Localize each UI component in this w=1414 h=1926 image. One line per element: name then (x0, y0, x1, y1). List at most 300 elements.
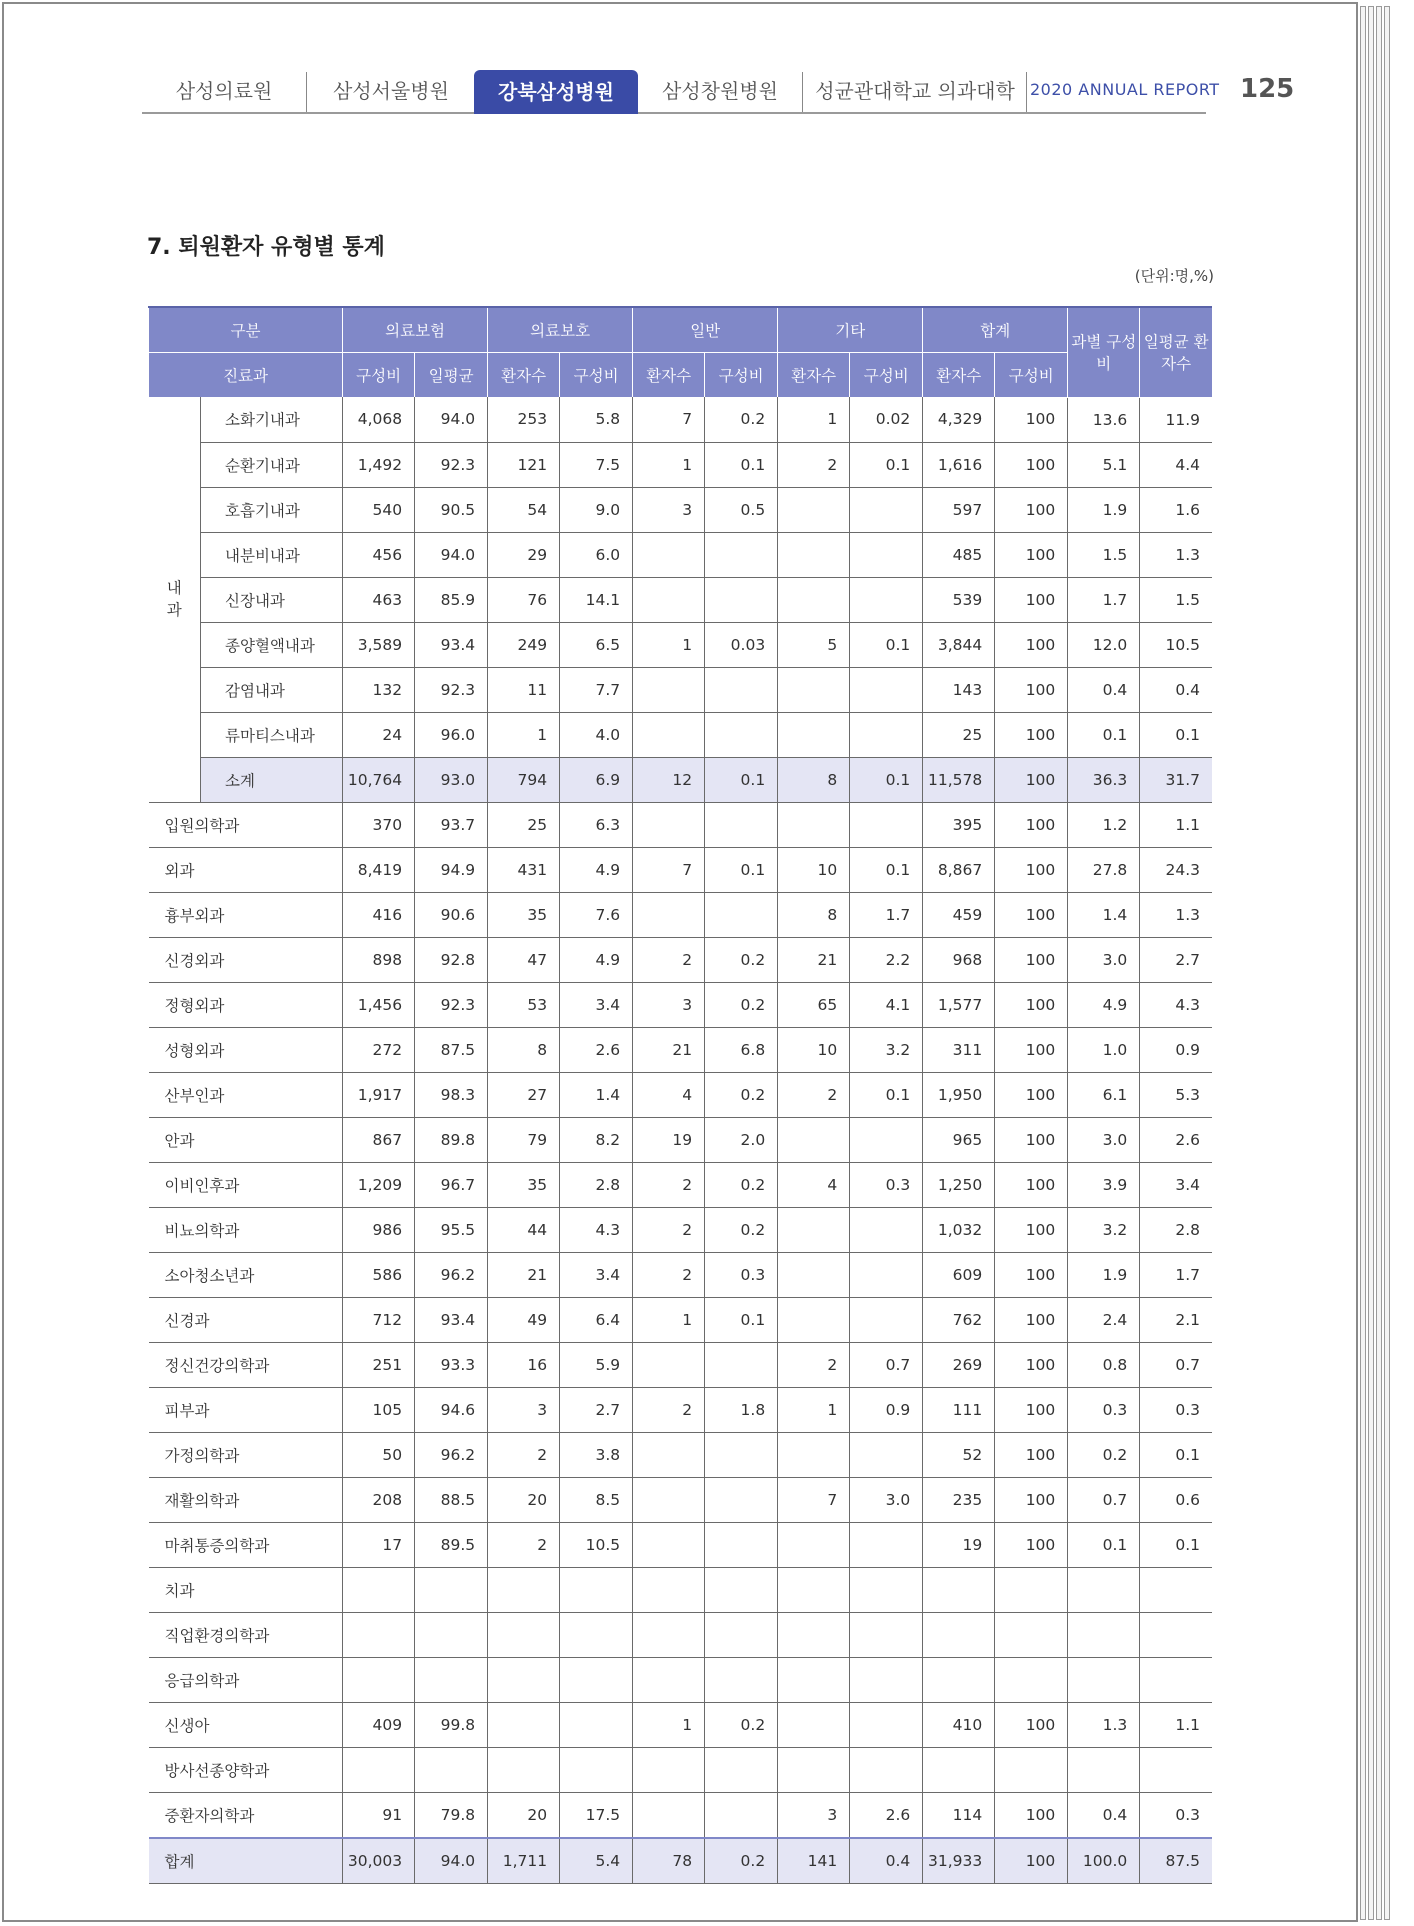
value-cell: 10.5 (560, 1522, 633, 1567)
value-cell: 5.9 (560, 1342, 633, 1387)
table-row (149, 1117, 1213, 1162)
table-row (149, 1612, 1213, 1657)
department-name: 가정의학과 (149, 1432, 343, 1477)
value-cell (633, 1792, 705, 1838)
value-cell: 1.5 (1068, 532, 1140, 577)
value-cell: 0.9 (850, 1387, 923, 1432)
value-cell: 20 (488, 1477, 560, 1522)
value-cell: 3 (633, 982, 705, 1027)
value-cell (850, 667, 923, 712)
department-name: 흉부외과 (149, 892, 343, 937)
value-cell: 90.5 (415, 487, 488, 532)
value-cell (488, 1702, 560, 1747)
value-cell (995, 1747, 1068, 1792)
value-cell: 100 (995, 577, 1068, 622)
value-cell: 2 (633, 1162, 705, 1207)
value-cell: 21 (778, 937, 850, 982)
tab-kangbuk-samsung-hospital[interactable]: 강북삼성병원 (474, 70, 638, 114)
value-cell: 3.2 (1068, 1207, 1140, 1252)
value-cell: 19 (923, 1522, 995, 1567)
value-cell (488, 1567, 560, 1612)
value-cell (923, 1657, 995, 1702)
value-cell: 94.9 (415, 847, 488, 892)
value-cell (633, 1657, 705, 1702)
value-cell: 85.9 (415, 577, 488, 622)
value-cell: 100 (995, 1432, 1068, 1477)
value-cell: 24 (343, 712, 415, 757)
department-name: 피부과 (149, 1387, 343, 1432)
value-cell (705, 1612, 778, 1657)
value-cell (850, 1657, 923, 1702)
value-cell: 1 (633, 442, 705, 487)
value-cell: 100 (995, 1252, 1068, 1297)
table-row (149, 667, 1213, 712)
value-cell: 0.1 (850, 847, 923, 892)
value-cell (850, 577, 923, 622)
value-cell: 9.0 (560, 487, 633, 532)
value-cell: 50 (343, 1432, 415, 1477)
value-cell: 6.1 (1068, 1072, 1140, 1117)
value-cell: 65 (778, 982, 850, 1027)
value-cell: 2.1 (1140, 1297, 1212, 1342)
department-name: 소아청소년과 (149, 1252, 343, 1297)
value-cell: 2.6 (1140, 1117, 1212, 1162)
value-cell: 2 (633, 1207, 705, 1252)
tab-samsung-medical-center[interactable]: 삼성의료원 (142, 72, 307, 112)
department-name: 마취통증의학과 (149, 1522, 343, 1567)
value-cell: 100 (995, 667, 1068, 712)
department-name: 정형외과 (149, 982, 343, 1027)
value-cell (705, 577, 778, 622)
value-cell: 410 (923, 1702, 995, 1747)
value-cell: 1,577 (923, 982, 995, 1027)
value-cell: 12.0 (1068, 622, 1140, 667)
value-cell: 1.1 (1140, 802, 1212, 847)
header-total: 합계 (923, 307, 1068, 353)
value-cell: 3.0 (850, 1477, 923, 1522)
table-row (149, 1657, 1213, 1702)
value-cell: 95.5 (415, 1207, 488, 1252)
value-cell: 100 (995, 397, 1068, 442)
value-cell: 10.5 (1140, 622, 1212, 667)
value-cell (778, 667, 850, 712)
value-cell (778, 1432, 850, 1477)
value-cell: 459 (923, 892, 995, 937)
value-cell: 93.4 (415, 622, 488, 667)
value-cell: 311 (923, 1027, 995, 1072)
value-cell (778, 1612, 850, 1657)
report-label: 2020 ANNUAL REPORT (1030, 80, 1220, 99)
value-cell (633, 712, 705, 757)
value-cell: 4,068 (343, 397, 415, 442)
value-cell: 0.1 (705, 442, 778, 487)
value-cell: 7 (633, 847, 705, 892)
value-cell: 0.8 (1068, 1342, 1140, 1387)
value-cell: 100 (995, 1838, 1068, 1884)
value-cell (995, 1612, 1068, 1657)
department-name: 중환자의학과 (149, 1792, 343, 1838)
value-cell: 100 (995, 712, 1068, 757)
table-row (149, 1072, 1213, 1117)
value-cell: 2.6 (560, 1027, 633, 1072)
value-cell: 121 (488, 442, 560, 487)
value-cell: 100 (995, 622, 1068, 667)
department-name: 신경과 (149, 1297, 343, 1342)
value-cell: 3.4 (560, 982, 633, 1027)
value-cell (343, 1657, 415, 1702)
value-cell: 11.9 (1140, 397, 1212, 442)
header-daily-avg: 일평균 환자수 (1140, 307, 1212, 397)
value-cell: 52 (923, 1432, 995, 1477)
value-cell: 100 (995, 1162, 1068, 1207)
value-cell: 2.4 (1068, 1297, 1140, 1342)
department-name: 정신건강의학과 (149, 1342, 343, 1387)
table-row (149, 847, 1213, 892)
value-cell: 0.2 (705, 1207, 778, 1252)
value-cell: 27.8 (1068, 847, 1140, 892)
value-cell (850, 1612, 923, 1657)
value-cell: 3 (633, 487, 705, 532)
value-cell: 3 (778, 1792, 850, 1838)
value-cell: 0.1 (850, 442, 923, 487)
value-cell: 11 (488, 667, 560, 712)
value-cell: 0.1 (850, 757, 923, 802)
value-cell: 0.1 (705, 1297, 778, 1342)
unit-note: (단위:명,%) (1134, 267, 1214, 285)
value-cell: 94.0 (415, 1838, 488, 1884)
header-insurance: 의료보험 (343, 307, 488, 353)
table-row (149, 397, 1213, 442)
table-row (149, 442, 1213, 487)
value-cell: 4 (633, 1072, 705, 1117)
department-name: 소화기내과 (201, 397, 343, 442)
value-cell: 100 (995, 1207, 1068, 1252)
value-cell: 456 (343, 532, 415, 577)
value-cell: 93.7 (415, 802, 488, 847)
value-cell: 597 (923, 487, 995, 532)
header-gen-patients: 환자수 (633, 353, 705, 398)
value-cell: 1.6 (1140, 487, 1212, 532)
value-cell: 141 (778, 1838, 850, 1884)
table-row (149, 577, 1213, 622)
value-cell (633, 1477, 705, 1522)
value-cell: 1 (633, 1702, 705, 1747)
value-cell: 100 (995, 892, 1068, 937)
value-cell: 0.02 (850, 397, 923, 442)
value-cell: 44 (488, 1207, 560, 1252)
value-cell: 29 (488, 532, 560, 577)
value-cell: 1 (488, 712, 560, 757)
value-cell: 8,419 (343, 847, 415, 892)
value-cell: 539 (923, 577, 995, 622)
value-cell: 208 (343, 1477, 415, 1522)
value-cell: 0.2 (705, 1162, 778, 1207)
value-cell: 1.9 (1068, 487, 1140, 532)
value-cell: 1,209 (343, 1162, 415, 1207)
value-cell: 6.9 (560, 757, 633, 802)
value-cell: 5.4 (560, 1838, 633, 1884)
value-cell (1068, 1567, 1140, 1612)
value-cell (995, 1657, 1068, 1702)
value-cell: 0.3 (850, 1162, 923, 1207)
value-cell: 1,711 (488, 1838, 560, 1884)
value-cell: 14.1 (560, 577, 633, 622)
header-gubun: 구분 (149, 307, 343, 353)
value-cell: 2.6 (850, 1792, 923, 1838)
value-cell: 3.2 (850, 1027, 923, 1072)
value-cell (850, 712, 923, 757)
value-cell: 100 (995, 802, 1068, 847)
value-cell: 36.3 (1068, 757, 1140, 802)
value-cell (850, 1432, 923, 1477)
value-cell: 25 (488, 802, 560, 847)
header-other: 기타 (778, 307, 923, 353)
value-cell: 19 (633, 1117, 705, 1162)
department-name: 소계 (201, 757, 343, 802)
value-cell: 409 (343, 1702, 415, 1747)
value-cell: 7.5 (560, 442, 633, 487)
value-cell: 4 (778, 1162, 850, 1207)
value-cell: 5.1 (1068, 442, 1140, 487)
subtotal-row (149, 757, 1213, 802)
value-cell: 31,933 (923, 1838, 995, 1884)
value-cell: 794 (488, 757, 560, 802)
value-cell: 1,917 (343, 1072, 415, 1117)
department-name: 호흡기내과 (201, 487, 343, 532)
value-cell: 1 (633, 1297, 705, 1342)
table-row (149, 532, 1213, 577)
value-cell (705, 1792, 778, 1838)
value-cell (633, 802, 705, 847)
value-cell: 416 (343, 892, 415, 937)
department-name: 종양혈액내과 (201, 622, 343, 667)
value-cell: 76 (488, 577, 560, 622)
value-cell: 1.7 (1068, 577, 1140, 622)
value-cell: 17.5 (560, 1792, 633, 1838)
value-cell: 94.6 (415, 1387, 488, 1432)
department-name: 내분비내과 (201, 532, 343, 577)
value-cell: 2 (488, 1432, 560, 1477)
value-cell: 93.0 (415, 757, 488, 802)
table-row (149, 1477, 1213, 1522)
value-cell: 89.5 (415, 1522, 488, 1567)
value-cell: 49 (488, 1297, 560, 1342)
department-name: 외과 (149, 847, 343, 892)
value-cell (633, 1567, 705, 1612)
value-cell: 0.9 (1140, 1027, 1212, 1072)
value-cell: 2.8 (1140, 1207, 1212, 1252)
value-cell: 5.8 (560, 397, 633, 442)
value-cell (415, 1567, 488, 1612)
value-cell: 2 (633, 1387, 705, 1432)
value-cell (705, 1477, 778, 1522)
value-cell: 92.3 (415, 667, 488, 712)
value-cell: 100 (995, 1477, 1068, 1522)
value-cell (1140, 1567, 1212, 1612)
value-cell: 20 (488, 1792, 560, 1838)
value-cell (488, 1747, 560, 1792)
total-row (149, 1838, 1213, 1884)
value-cell (850, 532, 923, 577)
department-name: 산부인과 (149, 1072, 343, 1117)
value-cell: 235 (923, 1477, 995, 1522)
value-cell: 10 (778, 847, 850, 892)
value-cell: 7 (778, 1477, 850, 1522)
value-cell: 105 (343, 1387, 415, 1432)
tab-samsung-seoul-hospital[interactable]: 삼성서울병원 (333, 79, 449, 103)
page-edge (1376, 6, 1382, 1920)
value-cell (778, 1702, 850, 1747)
value-cell: 1,032 (923, 1207, 995, 1252)
value-cell: 2.7 (560, 1387, 633, 1432)
value-cell: 1.9 (1068, 1252, 1140, 1297)
header-ins-daily: 일평균 (415, 353, 488, 398)
value-cell: 0.4 (850, 1838, 923, 1884)
value-cell: 27 (488, 1072, 560, 1117)
value-cell: 0.1 (1140, 712, 1212, 757)
header-tot-ratio: 구성비 (995, 353, 1068, 398)
value-cell: 1 (633, 622, 705, 667)
value-cell: 0.2 (705, 937, 778, 982)
value-cell (1140, 1657, 1212, 1702)
value-cell: 7 (633, 397, 705, 442)
value-cell: 54 (488, 487, 560, 532)
value-cell (778, 1522, 850, 1567)
value-cell: 96.2 (415, 1252, 488, 1297)
department-name: 방사선종양학과 (149, 1747, 343, 1792)
value-cell: 0.1 (705, 847, 778, 892)
header-pro-patients: 환자수 (488, 353, 560, 398)
page-number: 125 (1240, 74, 1295, 104)
value-cell: 6.4 (560, 1297, 633, 1342)
value-cell: 114 (923, 1792, 995, 1838)
value-cell (850, 1252, 923, 1297)
value-cell: 3.0 (1068, 937, 1140, 982)
department-name: 직업환경의학과 (149, 1612, 343, 1657)
value-cell: 4.0 (560, 712, 633, 757)
value-cell: 2.7 (1140, 937, 1212, 982)
value-cell: 47 (488, 937, 560, 982)
table-row (149, 892, 1213, 937)
value-cell (778, 1252, 850, 1297)
value-cell: 7.7 (560, 667, 633, 712)
value-cell: 712 (343, 1297, 415, 1342)
value-cell: 111 (923, 1387, 995, 1432)
value-cell: 79 (488, 1117, 560, 1162)
value-cell: 4.9 (560, 847, 633, 892)
value-cell (850, 487, 923, 532)
table-row (149, 1027, 1213, 1072)
value-cell: 1.4 (1068, 892, 1140, 937)
value-cell: 8.5 (560, 1477, 633, 1522)
value-cell: 1,456 (343, 982, 415, 1027)
value-cell: 7.6 (560, 892, 633, 937)
value-cell: 269 (923, 1342, 995, 1387)
value-cell (1068, 1747, 1140, 1792)
header-oth-patients: 환자수 (778, 353, 850, 398)
value-cell: 540 (343, 487, 415, 532)
header-ins-ratio: 구성비 (343, 353, 415, 398)
value-cell: 87.5 (1140, 1838, 1212, 1884)
value-cell (633, 667, 705, 712)
value-cell (850, 1117, 923, 1162)
header-gen-ratio: 구성비 (705, 353, 778, 398)
value-cell: 0.1 (850, 622, 923, 667)
value-cell (850, 1522, 923, 1567)
department-name: 입원의학과 (149, 802, 343, 847)
value-cell: 463 (343, 577, 415, 622)
value-cell: 87.5 (415, 1027, 488, 1072)
value-cell (560, 1747, 633, 1792)
value-cell: 0.2 (705, 397, 778, 442)
value-cell (850, 802, 923, 847)
value-cell: 53 (488, 982, 560, 1027)
tab-samsung-changwon-hospital[interactable]: 삼성창원병원 (638, 72, 803, 112)
value-cell: 21 (633, 1027, 705, 1072)
value-cell (705, 1342, 778, 1387)
department-name: 재활의학과 (149, 1477, 343, 1522)
value-cell: 0.2 (705, 1072, 778, 1117)
value-cell: 100 (995, 982, 1068, 1027)
value-cell: 1.4 (560, 1072, 633, 1117)
value-cell (705, 1747, 778, 1792)
table-row (149, 1432, 1213, 1477)
table-row (149, 1297, 1213, 1342)
value-cell: 2.0 (705, 1117, 778, 1162)
value-cell: 1.3 (1068, 1702, 1140, 1747)
page-edge (1368, 6, 1374, 1920)
department-name: 신장내과 (201, 577, 343, 622)
value-cell: 100 (995, 937, 1068, 982)
value-cell (1068, 1657, 1140, 1702)
value-cell: 0.4 (1068, 667, 1140, 712)
department-name: 류마티스내과 (201, 712, 343, 757)
value-cell (778, 1747, 850, 1792)
value-cell: 8 (778, 757, 850, 802)
value-cell (633, 577, 705, 622)
value-cell: 12 (633, 757, 705, 802)
value-cell: 92.8 (415, 937, 488, 982)
value-cell (705, 532, 778, 577)
table-row (149, 982, 1213, 1027)
value-cell (705, 1657, 778, 1702)
value-cell: 8.2 (560, 1117, 633, 1162)
table-row (149, 1252, 1213, 1297)
department-name: 감염내과 (201, 667, 343, 712)
value-cell: 1,950 (923, 1072, 995, 1117)
header-tot-patients: 환자수 (923, 353, 995, 398)
department-name: 응급의학과 (149, 1657, 343, 1702)
value-cell: 0.03 (705, 622, 778, 667)
value-cell (923, 1612, 995, 1657)
value-cell: 609 (923, 1252, 995, 1297)
value-cell: 249 (488, 622, 560, 667)
value-cell: 2 (778, 442, 850, 487)
value-cell: 100 (995, 1792, 1068, 1838)
tab-skku-medicine[interactable]: 성균관대학교 의과대학 (804, 72, 1027, 112)
section-title: 7. 퇴원환자 유형별 통계 (147, 235, 385, 260)
value-cell: 31.7 (1140, 757, 1212, 802)
header-dept-ratio: 과별 구성비 (1068, 307, 1140, 397)
table-row (149, 1702, 1213, 1747)
value-cell: 431 (488, 847, 560, 892)
value-cell: 867 (343, 1117, 415, 1162)
table-row (149, 1387, 1213, 1432)
value-cell: 8,867 (923, 847, 995, 892)
value-cell (705, 1522, 778, 1567)
value-cell: 1.0 (1068, 1027, 1140, 1072)
department-name: 신생아 (149, 1702, 343, 1747)
